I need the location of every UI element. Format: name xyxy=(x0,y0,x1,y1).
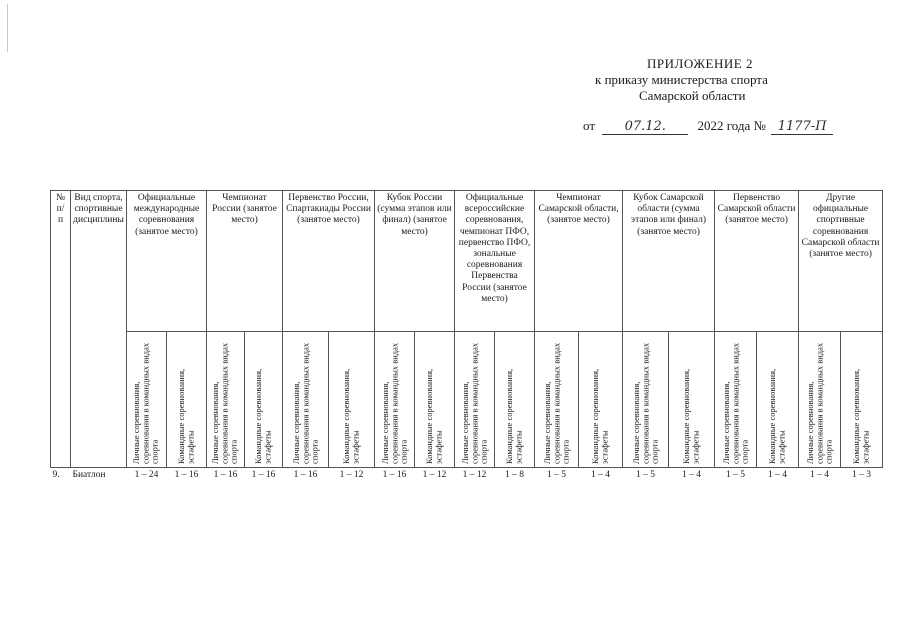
row-sport: Биатлон xyxy=(71,468,127,495)
place-range-cell: 1 – 16 xyxy=(207,468,245,495)
place-range-cell: 1 – 16 xyxy=(375,468,415,495)
subheader-team xyxy=(841,332,883,468)
order-reference: к приказу министерства спорта xyxy=(595,72,768,87)
subheader-personal xyxy=(715,332,757,468)
group-header: Первенство России, Спартакиады России (занятое место) xyxy=(283,191,375,332)
group-header: Чемпионат России (занятое место) xyxy=(207,191,283,332)
subheader-team xyxy=(669,332,715,468)
subheader-personal xyxy=(535,332,579,468)
subheader-personal xyxy=(799,332,841,468)
subheader-label: Личные соревнования, соревнования в командных видах спорта xyxy=(459,342,489,464)
place-range-cell: 1 – 4 xyxy=(757,468,799,495)
place-range-cell: 1 – 5 xyxy=(623,468,669,495)
table-row xyxy=(51,468,883,495)
date-suffix: 2022 года № xyxy=(697,118,766,133)
place-range-cell: 1 – 8 xyxy=(495,468,535,495)
subheader-label: Командные соревнования, эстафеты xyxy=(590,368,610,464)
subheader-team xyxy=(757,332,799,468)
order-date-line xyxy=(583,118,833,135)
col-number-header: № п/ п xyxy=(51,191,71,468)
subheader-label: Личные соревнования, соревнования в командных видах спорта xyxy=(804,342,834,464)
subheader-row xyxy=(51,332,883,468)
place-range-cell: 1 – 24 xyxy=(127,468,167,495)
subheader-label: Личные соревнования, соревнования в командных видах спорта xyxy=(379,342,409,464)
region-name: Самарской области xyxy=(639,88,746,103)
subheader-personal xyxy=(375,332,415,468)
place-range-cell: 1 – 12 xyxy=(329,468,375,495)
subheader-team xyxy=(329,332,375,468)
place-range-cell: 1 – 16 xyxy=(167,468,207,495)
subheader-label: Командные соревнования, эстафеты xyxy=(767,368,787,464)
place-range-cell: 1 – 12 xyxy=(415,468,455,495)
subheader-label: Командные соревнования, эстафеты xyxy=(341,368,361,464)
group-header: Чемпионат Самарской области, (занятое место) xyxy=(535,191,623,332)
place-range-cell: 1 – 5 xyxy=(715,468,757,495)
col-sport-header: Вид спорта, спортивные дисциплины xyxy=(71,191,127,468)
subheader-team xyxy=(579,332,623,468)
subheader-team xyxy=(245,332,283,468)
subheader-label: Командные соревнования, эстафеты xyxy=(253,368,273,464)
place-range-cell: 1 – 16 xyxy=(245,468,283,495)
place-range-cell: 1 – 12 xyxy=(455,468,495,495)
subheader-personal xyxy=(623,332,669,468)
group-header: Официальные всероссийские соревнования, чемпионат ПФО, первенство ПФО, зональные соревнования Первенства России (занятое место) xyxy=(455,191,535,332)
subheader-label: Командные соревнования, эстафеты xyxy=(851,368,871,464)
subheader-label: Личные соревнования, соревнования в командных видах спорта xyxy=(720,342,750,464)
group-header: Кубок Самарской области (сумма этапов или финал) (занятое место) xyxy=(623,191,715,332)
subheader-personal xyxy=(283,332,329,468)
subheader-label: Личные соревнования, соревнования в командных видах спорта xyxy=(210,342,240,464)
place-range-cell: 1 – 4 xyxy=(669,468,715,495)
row-number: 9. xyxy=(51,468,71,495)
place-range-cell: 1 – 3 xyxy=(841,468,883,495)
subheader-label: Личные соревнования, соревнования в командных видах спорта xyxy=(290,342,320,464)
subheader-label: Личные соревнования, соревнования в командных видах спорта xyxy=(630,342,660,464)
place-range-cell: 1 – 5 xyxy=(535,468,579,495)
place-range-cell: 1 – 16 xyxy=(283,468,329,495)
date-prefix: от xyxy=(583,118,596,133)
subheader-label: Командные соревнования, эстафеты xyxy=(504,368,524,464)
group-header: Первенство Самарской области (занятое место) xyxy=(715,191,799,332)
ranking-table xyxy=(50,190,883,494)
handwritten-date: 07.12. xyxy=(602,119,688,135)
group-header: Другие официальные спортивные соревнования Самарской области (занятое место) xyxy=(799,191,883,332)
subheader-personal xyxy=(455,332,495,468)
place-range-cell: 1 – 4 xyxy=(799,468,841,495)
handwritten-order-number: 1177-П xyxy=(771,119,833,135)
subheader-personal xyxy=(127,332,167,468)
subheader-team xyxy=(167,332,207,468)
appendix-title: ПРИЛОЖЕНИЕ 2 xyxy=(647,56,753,71)
group-header: Официальные международные соревнования (занятое место) xyxy=(127,191,207,332)
subheader-team xyxy=(495,332,535,468)
subheader-label: Командные соревнования, эстафеты xyxy=(176,368,196,464)
place-range-cell: 1 – 4 xyxy=(579,468,623,495)
subheader-label: Командные соревнования, эстафеты xyxy=(424,368,444,464)
subheader-team xyxy=(415,332,455,468)
subheader-label: Личные соревнования, соревнования в командных видах спорта xyxy=(541,342,571,464)
subheader-personal xyxy=(207,332,245,468)
scan-edge-mark xyxy=(7,4,8,52)
group-header: Кубок России (сумма этапов или финал) (занятое место) xyxy=(375,191,455,332)
subheader-label: Личные соревнования, соревнования в командных видах спорта xyxy=(131,342,161,464)
subheader-label: Командные соревнования, эстафеты xyxy=(681,368,701,464)
